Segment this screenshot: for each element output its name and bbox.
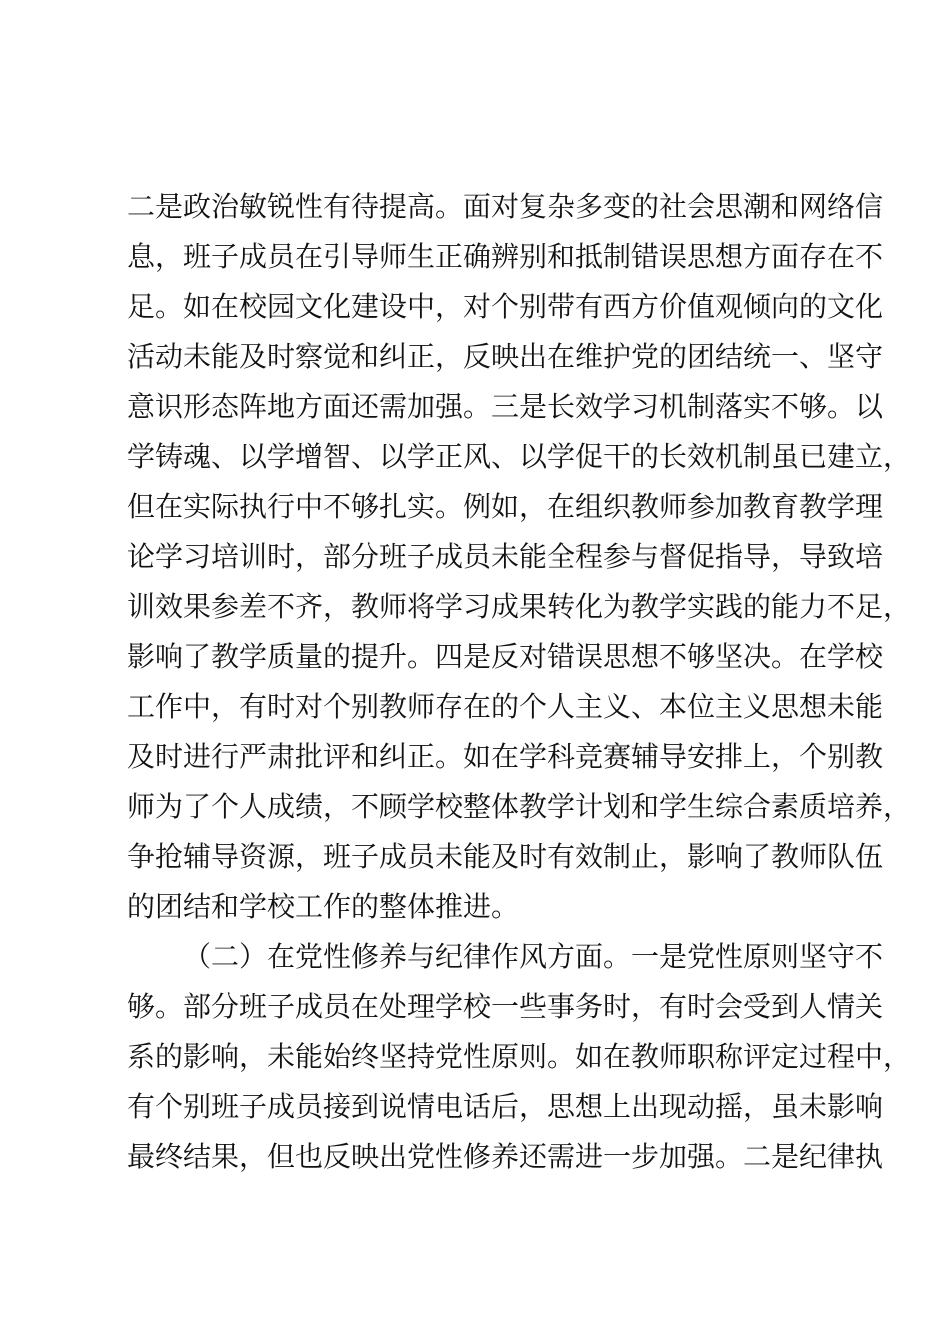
text-line-18: 系的影响，未能始终坚持党性原则。如在教师职称评定过程中， xyxy=(127,1040,912,1073)
text-line-17: 够。部分班子成员在处理学校一些事务时，有时会受到人情关 xyxy=(127,990,884,1023)
text-line-20: 最终结果，但也反映出党性修养还需进一步加强。二是纪律执 xyxy=(127,1140,884,1173)
text-line-15: 的团结和学校工作的整体推进。 xyxy=(127,890,520,923)
text-line-11: 工作中，有时对个别教师存在的个人主义、本位主义思想未能 xyxy=(127,690,884,723)
text-line-9: 训效果参差不齐，教师将学习成果转化为教学实践的能力不足， xyxy=(127,590,912,623)
text-line-1: 二是政治敏锐性有待提高。面对复杂多变的社会思潮和网络信 xyxy=(127,190,884,223)
text-line-5: 意识形态阵地方面还需加强。三是长效学习机制落实不够。以 xyxy=(127,390,884,423)
text-line-3: 足。如在校园文化建设中，对个别带有西方价值观倾向的文化 xyxy=(127,290,884,323)
text-line-12: 及时进行严肃批评和纠正。如在学科竞赛辅导安排上，个别教 xyxy=(127,740,884,773)
text-line-6: 学铸魂、以学增智、以学正风、以学促干的长效机制虽已建立， xyxy=(127,440,912,473)
text-line-4: 活动未能及时察觉和纠正，反映出在维护党的团结统一、坚守 xyxy=(127,340,884,373)
text-line-14: 争抢辅导资源，班子成员未能及时有效制止，影响了教师队伍 xyxy=(127,840,884,873)
text-line-19: 有个别班子成员接到说情电话后，思想上出现动摇，虽未影响 xyxy=(127,1090,884,1123)
document-body xyxy=(127,182,912,1182)
section-heading-line: （二）在党性修养与纪律作风方面。一是党性原则坚守不 xyxy=(183,940,884,973)
text-line-7: 但在实际执行中不够扎实。例如，在组织教师参加教育教学理 xyxy=(127,490,884,523)
text-line-2: 息，班子成员在引导师生正确辨别和抵制错误思想方面存在不 xyxy=(127,240,884,273)
text-line-8: 论学习培训时，部分班子成员未能全程参与督促指导，导致培 xyxy=(127,540,884,573)
text-line-13: 师为了个人成绩，不顾学校整体教学计划和学生综合素质培养， xyxy=(127,790,912,823)
text-line-10: 影响了教学质量的提升。四是反对错误思想不够坚决。在学校 xyxy=(127,640,884,673)
